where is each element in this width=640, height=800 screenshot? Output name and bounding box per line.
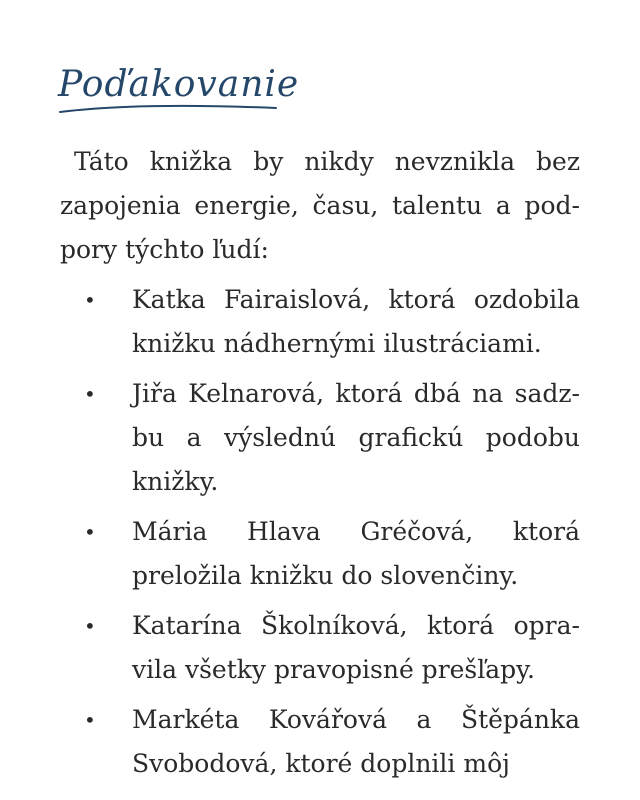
list-item-text: Markéta Kovářová a Štěpánka Svobodová, ktoré doplnili môj xyxy=(132,705,580,778)
acknowledgements-heading xyxy=(58,46,298,126)
list-item-text: Jiřa Kelnarová, ktorá dbá na sadzbu a výslednú grafickú podobu knižky. xyxy=(132,379,580,496)
intro-paragraph: Táto knižka by nikdy nevznikla bez zapojenia energie, času, talentu a podpory týchto ľudí: xyxy=(60,147,580,264)
list-item xyxy=(60,372,580,504)
list-item-text: Katka Fairaislová, ktorá ozdobila knižku nádhernými ilustráciami. xyxy=(132,285,580,358)
list-item xyxy=(60,278,580,366)
bullet: • xyxy=(84,520,96,544)
list-item xyxy=(60,510,580,598)
bullet: • xyxy=(84,614,96,638)
heading-title: Poďakovanie xyxy=(58,64,300,105)
bullet: • xyxy=(84,708,96,732)
list-item-text: Mária Hlava Gréčová, ktorá preložila knižku do slovenčiny. xyxy=(132,517,580,590)
bullet: • xyxy=(84,382,96,406)
list-item-text: Katarína Školníková, ktorá opravila všetky pravopisné prešľapy. xyxy=(132,611,580,684)
page-body xyxy=(60,140,580,786)
list-item xyxy=(60,604,580,692)
contributors-list xyxy=(60,278,580,786)
bullet: • xyxy=(84,288,96,312)
list-item xyxy=(60,698,580,786)
